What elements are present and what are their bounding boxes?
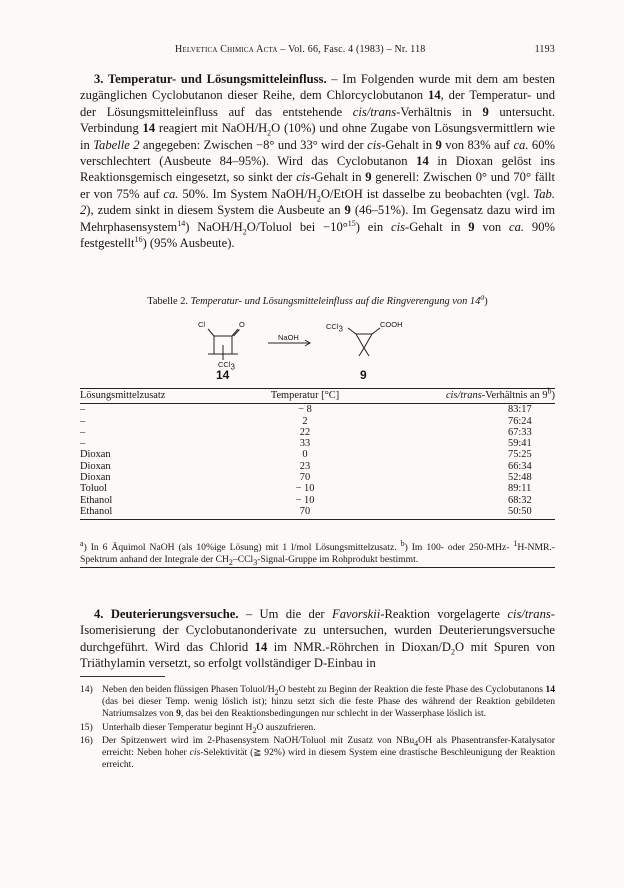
table-header-row [80,389,555,404]
table-2-reference[interactable]: Tabelle 2 [93,137,140,152]
results-table [80,388,555,520]
section-4-paragraph: 4. Deuterierungsversuche. – Um die der Favorskii-Reaktion vorgelagerte cis/trans-Isomerisierung der Cyclobutanonderivate zu untersuchen, wurden Deuterierungsversuche durchgeführt. Wird das Chlorid 14 im NMR.-Röhrchen in Dioxan/$D_2O$ mit Spuren von Triäthylamin versetzt, so erfolgt vollständiger D-Einbau in [80,607,555,671]
table-row: Ethanol 70 50:50 [80,506,555,520]
footnote-16: 16) Der Spitzenwert wird im 2-Phasensystem NaOH/Toluol mit Zusatz von NBu$_4$OH als Phasentransfer-Katalysator erreicht: Neben hoher cis-Selektivität (≧ 92%) wird in diesem System eine drastische Beschleunigung der Reaktion erreicht. [80,734,555,771]
reaction-scheme [190,312,450,384]
reagent-label: NaOH [278,333,299,342]
ccl3-label-product: CCl$_3$ [326,322,343,334]
ccl3-label-start: CCl$_3$ [218,360,235,372]
cooh-label: COOH [380,320,403,329]
footnote-ref-15[interactable]: 15 [347,218,356,228]
section-3-paragraph: 3. Temperatur- und Lösungsmitteleinfluss. – Im Folgenden wurde mit dem am besten zugänglichen Cyclobutanon dieser Reihe, dem Chlorcyclobutanon 14, der Temperatur- und der Lösungsmitteleinfluss auf das entstehende cis/trans-Verhältnis in 9 untersucht. Verbindung 14 reagiert mit NaOH/$H_2O$ (10%) und ohne Zugabe von Lösungsvermittlern wie in Tabelle 2 angegeben: Zwischen −8° und 33° wird der cis-Gehalt in 9 von 83% auf ca. 60% verschlechtert (Ausbeute 84–95%). Wird das Cyclobutanon 14 in Dioxan gelöst ins Reaktionsgemisch eingesetzt, so sinkt der cis-Gehalt in 9 generell: Zwischen 0° und 70° fällt er von 75% auf ca. 50%. Im System NaOH/$H_2O$/EtOH ist dasselbe zu beobachten (vgl. Tab. 2), zudem sinkt in diesem System die Ausbeute an 9 (46–51%). Im Gegensatz dazu wird im Mehrphasensystem$^{14}$) NaOH/$H_2O$/Toluol bei −10°$^{15}$) ein cis-Gehalt in 9 von ca. 90% festgestellt$^{16}$) (95% Ausbeute). [80,72,556,251]
chlorine-label: Cl [198,320,206,329]
header-solvent: Lösungsmittelzusatz [80,389,220,404]
section-4-heading: 4. Deuterierungsversuche. [94,607,239,621]
table-caption: Tabelle 2. Temperatur- und Lösungsmitteleinfluss auf die Ringverengung von 14$^a$) [147,292,488,307]
oxygen-label: O [239,320,245,329]
footnote-ref-16[interactable]: 16 [134,234,143,244]
journal-name: Helvetica Chimica Acta [175,44,278,55]
table-row: Ethanol − 10 68:32 [80,494,532,506]
section-3-heading: 3. Temperatur- und Lösungsmitteleinfluss. [94,72,327,86]
compound-number-14: 14 [216,368,230,382]
table-row: Dioxan 23 66:34 [80,460,532,472]
section-4 [80,606,555,672]
compound-number-9: 9 [360,368,367,382]
table-row: – 22 67:33 [80,426,532,438]
table-2-reference-short[interactable]: Tab. 2 [80,186,555,218]
footnote-ref-14[interactable]: 14 [177,218,186,228]
footnote-divider [80,676,165,677]
table-row: Toluol − 10 89:11 [80,483,532,495]
footnote-15: 15) Unterhalb dieser Temperatur beginnt $H_2O$ auszufrieren. [80,721,316,735]
footnote-14: 14) Neben den beiden flüssigen Phasen Toluol/$H_2O$ besteht zu Beginn der Reaktion die feste Phase des Cyclobutanons 14 (das bei dieser Temp. wenig löslich ist); hinzu setzt sich die feste Phase des während der Reaktion gebildeten Natriumsalzes von 9, das bei den Reaktionsbedingungen nur schlecht in der Wasserphase löslich ist. [80,684,555,720]
page-number: 1193 [534,44,555,55]
header-ratio: cis/trans-Verhältnis an 9$^b$) [390,389,555,404]
section-3 [80,71,555,251]
table-footnotes: $^a$) In 6 Äquimol NaOH (als 10%ige Lösung) mit 1 l/mol Lösungsmittelzusatz. $^b$) Im 100- oder 250-MHz- $^1$H-NMR.-Spektrum anhand der Integrale der $CH_2-CCl_3-Signal$-Gruppe im Rohprodukt bestimmt. [80,538,555,568]
footnotes [80,684,555,772]
table-row: – − 8 83:17 [80,404,532,416]
table-row: Dioxan 0 75:25 [80,449,532,461]
table-row: – 2 76:24 [80,415,532,427]
table-row: – 33 59:41 [80,438,532,450]
journal-citation: – Vol. 66, Fasc. 4 (1983) – Nr. 118 [280,44,426,55]
table-row: Dioxan 70 52:48 [80,472,532,484]
header-temperature: Temperatur [°C] [220,389,390,404]
